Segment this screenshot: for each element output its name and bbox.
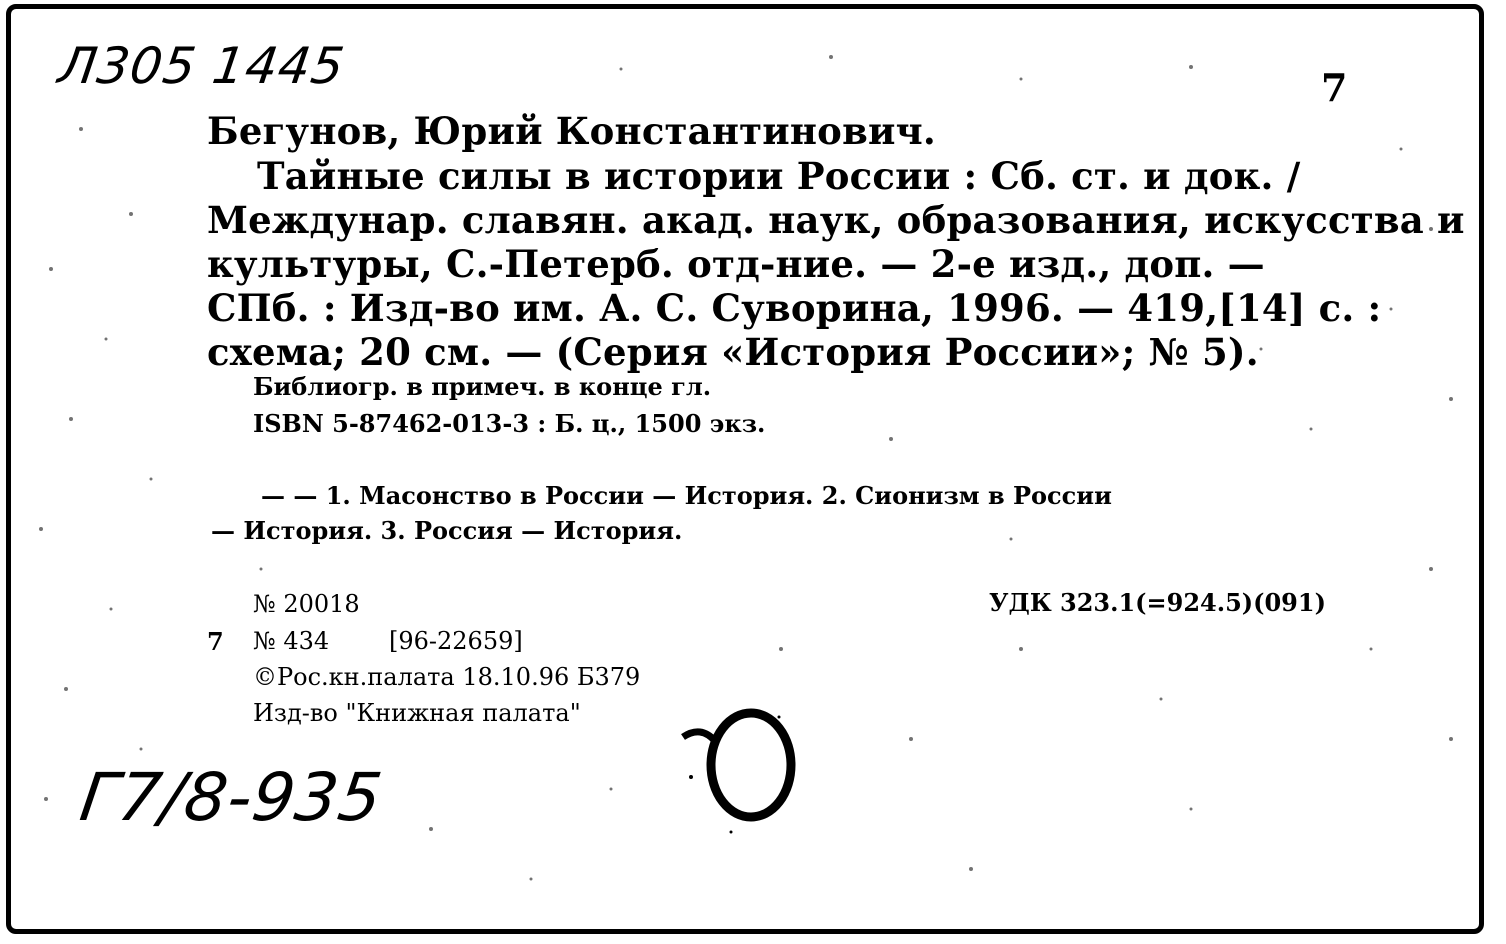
subjects-line-2: — История. 3. Россия — История.: [211, 516, 683, 545]
copyright-line: ©Рос.кн.палата 18.10.96 Б379: [253, 663, 641, 691]
description-line-4: СПб. : Изд-во им. А. С. Суворина, 1996. — 419,[14] с. :: [207, 286, 1382, 330]
bibliography-note: Библиогр. в примеч. в конце гл.: [253, 372, 712, 401]
isbn-note: ISBN 5-87462-013-3 : Б. ц., 1500 экз.: [253, 409, 766, 438]
punch-hole-icon: [671, 697, 821, 847]
subjects-line-1: — — 1. Масонство в России — История. 2. Сионизм в России: [261, 481, 1112, 510]
udc-code: УДК 323.1(=924.5)(091): [989, 588, 1326, 617]
card-series-no: № 434: [253, 627, 330, 655]
card-series-code: [96-22659]: [389, 627, 523, 655]
handwritten-inventory-number: Г7/8-935: [75, 759, 388, 836]
card-number: 7: [1321, 65, 1348, 110]
description-line-3: культуры, С.-Петерб. отд-ние. — 2-е изд., доп. —: [207, 242, 1265, 286]
author-heading: Бегунов, Юрий Константинович.: [207, 109, 936, 153]
registry-number: № 20018: [253, 590, 360, 618]
catalog-card: [6, 4, 1484, 934]
description-line-2: Междунар. славян. акад. наук, образования, искусства и: [207, 198, 1465, 242]
handwritten-shelf-mark: Л305 1445: [54, 37, 349, 95]
card-series-number: 7: [207, 627, 224, 656]
publisher-line: Изд-во "Книжная палата": [253, 699, 581, 727]
description-line-1: Тайные силы в истории России : Сб. ст. и док. /: [257, 154, 1301, 198]
description-line-5: схема; 20 см. — (Серия «История России»; № 5).: [207, 330, 1259, 374]
